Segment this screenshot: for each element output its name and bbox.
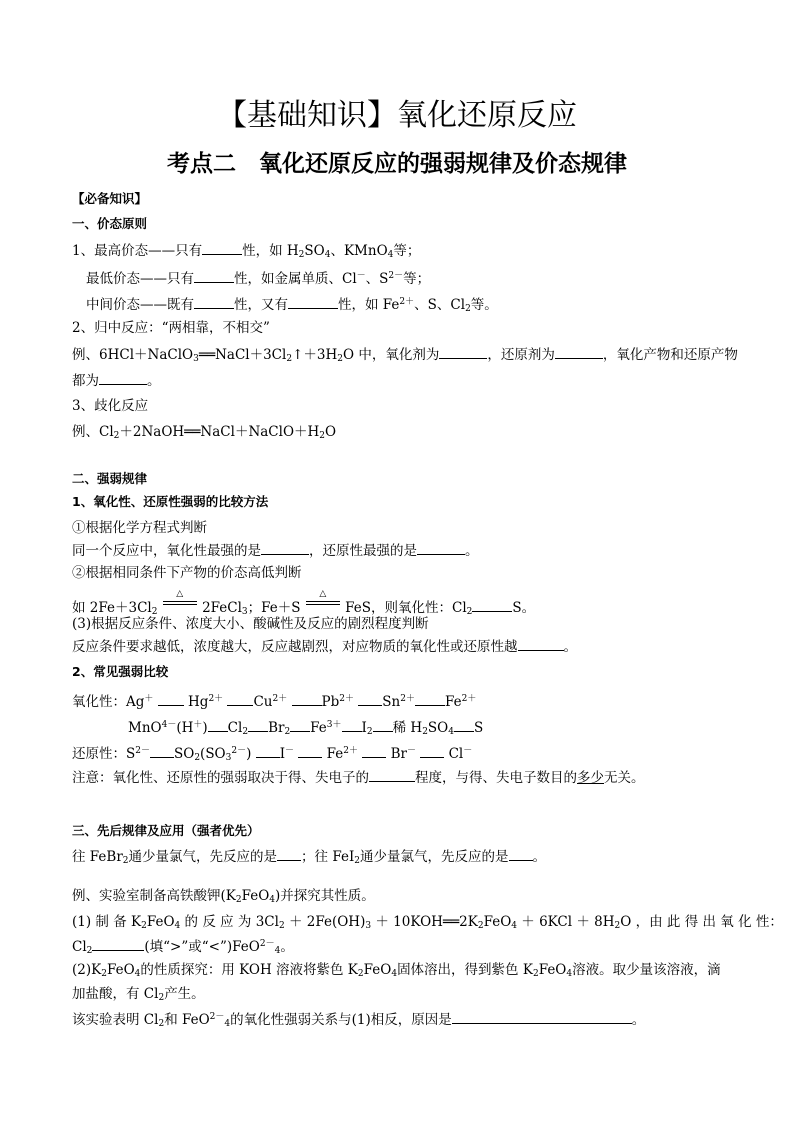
answer-blank[interactable] — [288, 295, 338, 309]
s3-part1-cont: $Cl_2$ (填“>”或“<”)FeO$^{2-}_4$。 — [72, 939, 294, 956]
answer-blank[interactable] — [373, 718, 393, 732]
answer-blank[interactable] — [454, 718, 474, 732]
page-subtitle: 考点二 氧化还原反应的强弱规律及价态规律 — [167, 151, 627, 177]
s3-line1: 往 FeBr$_2$通少量氯气，先反应的是 ；往 FeI$_2$通少量氯气，先反应的是 。 — [72, 849, 547, 866]
answer-blank[interactable] — [158, 692, 184, 706]
reducing-order: 还原性：$S^{2-}$ $SO_2(SO_3^{2-})$ I－ $Fe^{2+}$ Br－ Cl－ — [72, 746, 473, 763]
s2-method3-text: 反应条件要求越低，浓度越大，反应越剧烈，对应物质的氧化性或还原性越 。 — [72, 639, 577, 655]
section-bibei: 【必备知识】 — [72, 191, 148, 206]
answer-blank[interactable] — [439, 345, 487, 359]
answer-blank[interactable] — [194, 269, 234, 283]
answer-blank[interactable] — [415, 692, 445, 706]
s1-line3: 中间价态——既有 性，又有 性，如 $Fe^{2+}$、S、$Cl_2$等。 — [86, 297, 498, 314]
section-one-heading: 一、价态原则 — [72, 216, 148, 231]
oxidizing-order: 氧化性：Ag＋ $Hg^{2+}$ $Cu^{2+}$ $Pb^{2+}$ $Sn^{2+}$ $Fe^{2+}$ — [72, 694, 477, 710]
s2-note: 注意：氧化性、还原性的强弱取决于得、失电子的 程度，与得、失电子数目的多少无关。 — [72, 770, 645, 786]
s1-line2: 最低价态——只有 性，如金属单质、Cl－、$S^{2-}$等； — [86, 271, 431, 287]
s3-conclusion: 该实验表明 $Cl_2$和 FeO$^{2-}_4$的氧化性强弱关系与(1)相反，原因是 。 — [72, 1012, 646, 1029]
s1-line7: 3、歧化反应 — [72, 398, 149, 414]
section-two-heading: 二、强弱规律 — [72, 471, 148, 486]
answer-blank[interactable] — [417, 541, 465, 555]
s2-method1-text: 同一个反应中，氧化性最强的是 ，还原性最强的是 。 — [72, 543, 479, 559]
answer-blank[interactable] — [194, 295, 234, 309]
answer-blank[interactable] — [99, 371, 147, 385]
answer-blank[interactable] — [358, 692, 382, 706]
answer-blank[interactable] — [509, 847, 533, 861]
answer-blank[interactable] — [261, 541, 309, 555]
answer-blank[interactable] — [298, 744, 322, 758]
answer-blank[interactable] — [369, 768, 415, 782]
s2-method2-text: 如 $2Fe+3Cl_2$ △ 2FeCl$_3$；Fe＋S △ FeS，则氧化性：$Cl_2$ S。 — [72, 589, 536, 617]
answer-blank[interactable] — [452, 1010, 632, 1024]
answer-blank[interactable] — [208, 718, 228, 732]
s3-part2: $(2)K_2FeO_4$的性质探究：用 KOH 溶液将紫色 $K_2FeO_4$固体溶出，得到紫色 $K_2FeO_4$溶液。取少量该溶液，滴 — [72, 962, 721, 979]
s1-line5: 例、$6HCl+NaClO_3══NaCl+3Cl_2↑+3H_2O$ 中，氧化剂为 ，还原剂为 ，氧化产物和还原产物 — [72, 347, 738, 364]
answer-blank[interactable] — [555, 345, 603, 359]
oxidizing-order-2: MnO$^{4-}$(H＋) $Cl_2$ $Br_2$ $Fe^{3+}$ $I_2$ 稀 $H_2SO_4$ S — [128, 720, 484, 737]
answer-blank[interactable] — [202, 241, 242, 255]
s1-line6: 都为 。 — [72, 373, 161, 389]
s2-method3: (3)根据反应条件、浓度大小、酸碱性及反应的剧烈程度判断 — [72, 616, 429, 632]
answer-blank[interactable] — [277, 847, 301, 861]
s2-method1: ①根据化学方程式判断 — [72, 520, 207, 536]
answer-blank[interactable] — [292, 692, 322, 706]
answer-blank[interactable] — [472, 598, 512, 612]
answer-blank[interactable] — [290, 718, 310, 732]
s2-heading-2: 2、常见强弱比较 — [72, 664, 169, 679]
page-title: 【基础知识】氧化还原反应 — [217, 98, 577, 133]
section-three-heading: 三、先后规律及应用（强者优先） — [72, 823, 260, 838]
s1-line8: 例、$Cl_2+2NaOH══NaCl+NaClO+H_2O$ — [72, 424, 337, 441]
answer-blank[interactable] — [92, 937, 144, 951]
answer-blank[interactable] — [362, 744, 386, 758]
answer-blank[interactable] — [420, 744, 444, 758]
s1-line4: 2、归中反应：“两相靠，不相交” — [72, 320, 270, 336]
answer-blank[interactable] — [518, 637, 564, 651]
s2-method2: ②根据相同条件下产物的价态高低判断 — [72, 565, 302, 581]
s3-example: 例、实验室制备高铁酸钾$(K_2FeO_4)$并探究其性质。 — [72, 888, 375, 905]
s3-part1: (1) 制 备 $K_2FeO_4$ 的 反 应 为 $3Cl_2 + 2Fe(OH)_3$ ＋ $10KOH══2K_2FeO_4 + 6KCl + 8H_2O$ ，由 此 得 出 氧 化 性： — [72, 914, 783, 931]
s1-line1: 1、最高价态——只有 性，如 $H_2SO_4$、KMnO$_4$等； — [72, 243, 421, 260]
answer-blank[interactable] — [256, 744, 280, 758]
answer-blank[interactable] — [248, 718, 268, 732]
answer-blank[interactable] — [342, 718, 362, 732]
s3-part2-cont: 加盐酸，有 $Cl_2$产生。 — [72, 986, 205, 1003]
s2-heading-1: 1、氧化性、还原性强弱的比较方法 — [72, 494, 269, 509]
answer-blank[interactable] — [150, 744, 174, 758]
answer-blank[interactable] — [227, 692, 253, 706]
